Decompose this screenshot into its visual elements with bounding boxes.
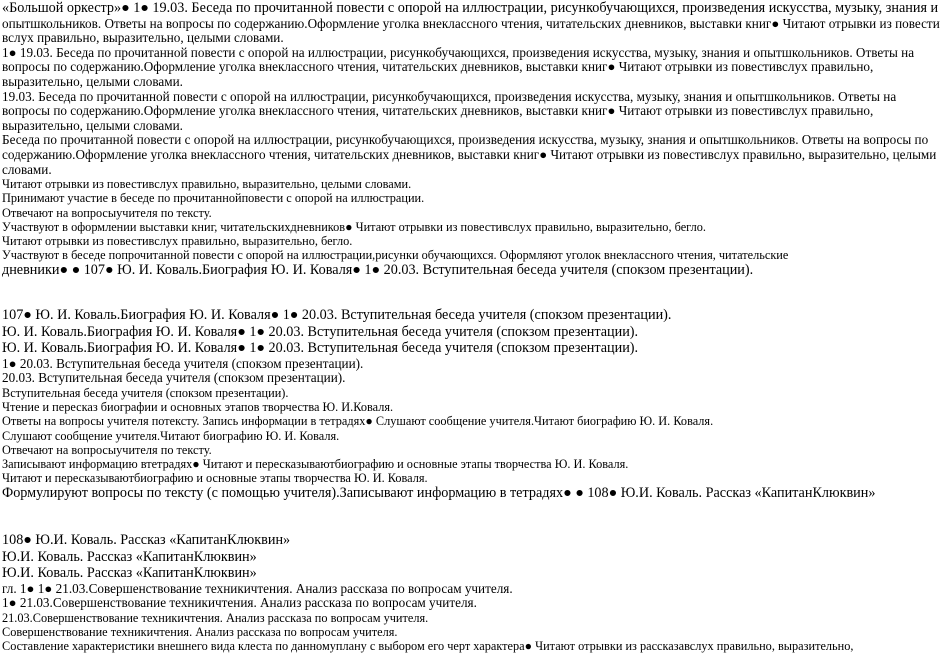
text-line: Ю. И. Коваль.Биография Ю. И. Коваля● 1● 20.03. Вступительная беседа учителя (спокзом презентации). (2, 340, 639, 357)
text-line: выразительно, целыми словами. (2, 73, 183, 89)
text-line: опытшкольников. Ответы на вопросы по содержанию.Оформление уголка внеклассного чтения, читательских дневников, выставки книг● Читают отрывки из повести (2, 15, 940, 31)
text-line: «Большой оркестр»● 1● 19.03. Беседа по прочитанной повести с опорой на иллюстрации, рисункобучающихся, произведения искусства, музыку, знания и (2, 0, 939, 16)
text-line: Записывают информацию втетрадях● Читают и пересказываютбиографию и основные этапы творчества Ю. И. Коваля. (2, 456, 629, 471)
text-line: 107● Ю. И. Коваль.Биография Ю. И. Коваля● 1● 20.03. Вступительная беседа учителя (спокзом презентации). (2, 306, 672, 323)
text-line: 1● 20.03. Вступительная беседа учителя (спокзом презентации). (2, 355, 364, 371)
text-line: 1● 19.03. Беседа по прочитанной повести с опорой на иллюстрации, рисункобучающихся, произведения искусства, музыку, знания и опытшкольников. Ответы на (2, 44, 915, 60)
text-line: Формулируют вопросы по тексту (с помощью учителя).Записывают информацию в тетрадях● ● 108● Ю.И. Коваль. Рассказ «КапитанКлюквин» (2, 485, 876, 502)
text-line: Ответы на вопросы учителя потексту. Запись информации в тетрадях● Слушают сообщение учителя.Читают биографию Ю. И. Коваля. (2, 414, 714, 429)
text-line: 21.03.Совершенствование техникичтения. Анализ рассказа по вопросам учителя. (2, 610, 429, 625)
text-line: выразительно, целыми словами. (2, 117, 183, 133)
text-line: вопросы по содержанию.Оформление уголка внеклассного чтения, читательских дневников, выставки книг● Читают отрывки из повестивслух правильно, (2, 103, 874, 119)
text-line: Составление характеристики внешнего вида клеста по данномуплану с выбором его черт характера● Читают отрывки из рассказавслух правильно, выразительно, (2, 639, 854, 654)
text-line: вопросы по содержанию.Оформление уголка внеклассного чтения, читательских дневников, выставки книг● Читают отрывки из повестивслух правильно, (2, 59, 874, 75)
text-line: Ю. И. Коваль.Биография Ю. И. Коваля● 1● 20.03. Вступительная беседа учителя (спокзом презентации). (2, 323, 639, 340)
blank-space (2, 502, 814, 532)
text-line: Чтение и пересказ биографии и основных этапов творчества Ю. И.Коваля. (2, 400, 394, 415)
text-line: вслух правильно, выразительно, целыми словами. (2, 30, 284, 46)
text-line: Участвуют в беседе попрочитанной повести с опорой на иллюстрации,рисунки обучающихся. Оформляют уголок внеклассного чтения, читательские (2, 248, 789, 263)
text-line: 19.03. Беседа по прочитанной повести с опорой на иллюстрации, рисункобучающихся, произведения искусства, музыку, знания и опытшкольников. Ответы на (2, 88, 897, 104)
text-line: Слушают сообщение учителя.Читают биографию Ю. И. Коваля. (2, 428, 340, 443)
text-line: Беседа по прочитанной повести с опорой на иллюстрации, рисункобучающихся, произведения искусства, музыку, знания и опытшкольников. Ответы на вопросы по (2, 132, 929, 148)
text-line: Вступительная беседа учителя (спокзом презентации). (2, 385, 289, 400)
text-line: 1● 21.03.Совершенствование техникичтения. Анализ рассказа по вопросам учителя. (2, 595, 477, 611)
text-line: Ю.И. Коваль. Рассказ «КапитанКлюквин» (2, 565, 257, 582)
text-line: Читают и пересказываютбиографию и основные этапы творчества Ю. И. Коваля. (2, 471, 428, 486)
text-line: Участвуют в оформлении выставки книг, читательскихдневников● Читают отрывки из повестивслух правильно, выразительно, бегло. (2, 219, 706, 234)
text-line: Отвечают на вопросыучителя по тексту. (2, 205, 212, 220)
text-line: Читают отрывки из повестивслух правильно, выразительно, целыми словами. (2, 177, 412, 192)
text-line: 108● Ю.И. Коваль. Рассказ «КапитанКлюквин» (2, 531, 291, 548)
text-line: Принимают участие в беседе по прочитаннойповести с опорой на иллюстрации. (2, 191, 425, 206)
text-line: 20.03. Вступительная беседа учителя (спокзом презентации). (2, 370, 346, 386)
text-line: Совершенствование техникичтения. Анализ рассказа по вопросам учителя. (2, 625, 398, 640)
text-line: словами. (2, 161, 52, 177)
text-line: содержанию.Оформление уголка внеклассного чтения, читательских дневников, выставки книг● Читают отрывки из повестивслух правильно, выразительно, целыми (2, 146, 937, 162)
text-line: Ю.И. Коваль. Рассказ «КапитанКлюквин» (2, 548, 257, 565)
text-line: дневники● ● 107● Ю. И. Коваль.Биография Ю. И. Коваля● 1● 20.03. Вступительная беседа учителя (спокзом презентации). (2, 262, 754, 279)
blank-space (2, 279, 814, 307)
document-page (2, 0, 940, 654)
text-line: Отвечают на вопросыучителя по тексту. (2, 442, 212, 457)
text-line: Читают отрывки из повестивслух правильно, выразительно, бегло. (2, 233, 353, 248)
text-line: гл. 1● 1● 21.03.Совершенствование техникичтения. Анализ рассказа по вопросам учителя. (2, 580, 513, 596)
